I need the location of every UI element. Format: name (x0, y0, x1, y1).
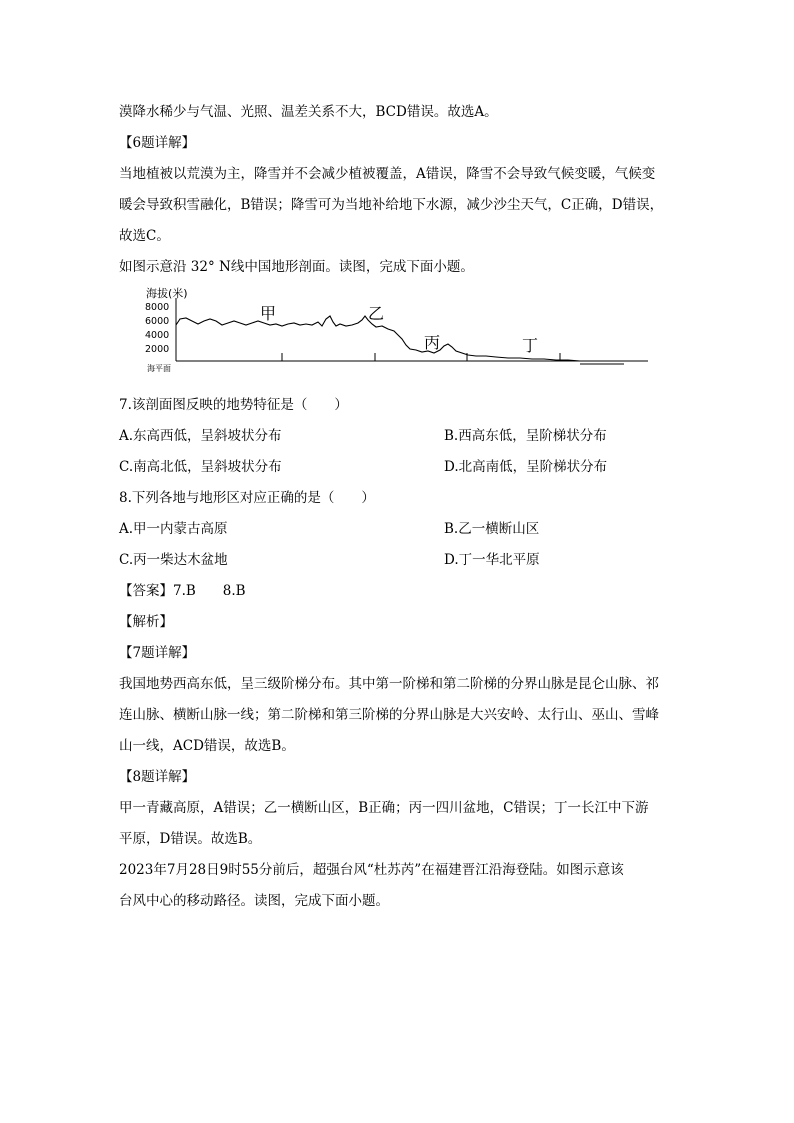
region-label-ding: 丁 (522, 336, 539, 355)
q8-option-c: C.丙一柴达木盆地 (119, 552, 228, 568)
question-7-stem: 7.该剖面图反映的地势特征是（ ） (119, 397, 348, 413)
answer-line: 【答案】7.B 8.B (119, 583, 246, 599)
paragraph-line: 台风中心的移动路径。读图，完成下面小题。 (119, 893, 389, 909)
tick-label: 4000 (145, 330, 170, 341)
section-heading-6: 【6题详解】 (119, 135, 196, 151)
paragraph-line: 漠降水稀少与气温、光照、温差关系不大，BCD错误。故选A。 (119, 104, 498, 120)
paragraph-line: 连山脉、横断山脉一线；第二阶梯和第三阶梯的分界山脉是大兴安岭、太行山、巫山、雪峰 (119, 707, 659, 723)
region-label-bing: 丙 (424, 333, 441, 352)
tick-label: 6000 (145, 316, 170, 327)
terrain-profile-figure (140, 283, 652, 373)
paragraph-line: 甲一青藏高原，A错误；乙一横断山区，B正确；丙一四川盆地，C错误；丁一长江中下游 (119, 800, 649, 816)
paragraph-line: 暖会导致积雪融化，B错误；降雪可为当地补给地下水源，减少沙尘天气，C正确，D错误， (119, 197, 664, 213)
paragraph-line: 故选C。 (119, 228, 170, 244)
terrain-profile-svg (140, 283, 652, 373)
q7-option-d: D.北高南低，呈阶梯状分布 (444, 459, 608, 475)
q8-option-d: D.丁一华北平原 (444, 552, 540, 568)
region-label-jia: 甲 (260, 304, 277, 323)
question-8-stem: 8.下列各地与地形区对应正确的是（ ） (119, 490, 375, 506)
tick-label: 8000 (145, 302, 170, 313)
sea-level-label: 海平面 (147, 364, 171, 373)
paragraph-line: 平原，D错误。故选B。 (119, 831, 262, 847)
question-intro: 如图示意沿 32° N线中国地形剖面。读图，完成下面小题。 (119, 259, 474, 275)
q7-option-a: A.东高西低，呈斜坡状分布 (119, 428, 282, 444)
analysis-heading: 【解析】 (119, 614, 173, 630)
q7-option-c: C.南高北低，呈斜坡状分布 (119, 459, 282, 475)
paragraph-line: 当地植被以荒漠为主，降雪并不会减少植被覆盖，A错误，降雪不会导致气候变暖，气候变 (119, 166, 656, 182)
region-label-yi: 乙 (368, 304, 385, 323)
y-axis-label: 海拔(米) (146, 287, 188, 300)
q8-option-b: B.乙一横断山区 (444, 521, 540, 537)
section-heading-8: 【8题详解】 (119, 769, 196, 785)
paragraph-line: 山一线，ACD错误，故选B。 (119, 738, 295, 754)
q8-option-a: A.甲一内蒙古高原 (119, 521, 228, 537)
q7-option-b: B.西高东低，呈阶梯状分布 (444, 428, 607, 444)
section-heading-7: 【7题详解】 (119, 645, 196, 661)
paragraph-line: 2023年7月28日9时55分前后，超强台风“杜苏芮”在福建晋江沿海登陆。如图示意该 (119, 862, 624, 878)
tick-label: 2000 (145, 344, 170, 355)
paragraph-line: 我国地势西高东低，呈三级阶梯分布。其中第一阶梯和第二阶梯的分界山脉是昆仑山脉、祁 (119, 676, 659, 692)
